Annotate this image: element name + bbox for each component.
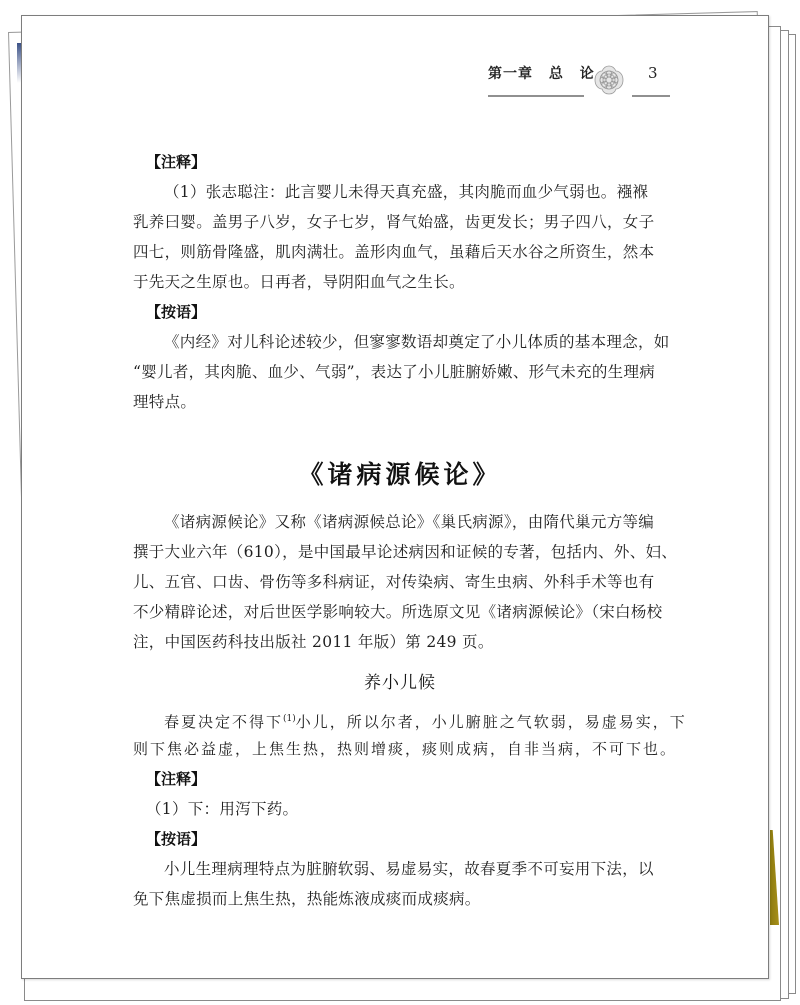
commentary-line: 《内经》对儿科论述较少，但寥寥数语却奠定了小儿体质的基本理念，如 (164, 333, 670, 351)
original-text-part: 春夏决定不得下 (164, 713, 284, 731)
original-line: 则下焦必益虚，上焦生热，热则增痰，痰则成病，自非当病，不可下也。 (133, 740, 678, 758)
commentary-line: 免下焦虚损而上焦生热，热能炼液成痰而成痰病。 (133, 890, 481, 908)
notes-line: （1）下：用泻下药。 (146, 800, 299, 818)
original-text (133, 704, 723, 764)
notes-line: （1）张志聪注：此言婴儿未得天真充盛，其肉脆而血少气弱也。襁褓 (164, 183, 649, 201)
section-2-notes (133, 764, 723, 914)
running-header (0, 0, 800, 100)
chapter-title: 第一章 总 论 (488, 66, 595, 82)
page-number: 3 (648, 64, 658, 82)
commentary-line: 小儿生理病理特点为脏腑软弱、易虚易实，故春夏季不可妄用下法，以 (164, 860, 654, 878)
book-title: 《诸病源候论》 (298, 460, 502, 489)
intro-line: 注，中国医药科技出版社 2011 年版）第 249 页。 (133, 633, 494, 651)
intro-line: 儿、五官、口齿、骨伤等多科病证，对传染病、寄生虫病、外科手术等也有 (133, 573, 655, 591)
header-rule-left (488, 95, 584, 97)
intro-line: 《诸病源候论》又称《诸病源候总论》《巢氏病源》，由隋代巢元方等编 (164, 513, 655, 531)
notes-heading: 【注释】 (146, 153, 207, 171)
intro-line: 不少精辟论述，对后世医学影响较大。所选原文见《诸病源候论》（宋白杨校 (133, 603, 663, 621)
commentary-heading: 【按语】 (146, 303, 207, 321)
original-line (133, 704, 723, 734)
notes-line: 四七，则筋骨隆盛，肌肉满壮。盖形肉血气，虽藉后天水谷之所资生，然本 (133, 243, 655, 261)
footnote-marker: (1) (283, 714, 296, 724)
intro-line: 撰于大业六年（610），是中国最早论述病因和证候的专著，包括内、外、妇、 (133, 543, 678, 561)
notes-line: 乳养曰婴。盖男子八岁，女子七岁，肾气始盛，齿更发长；男子四八，女子 (133, 213, 655, 231)
original-text-part: 小儿，所以尔者，小儿腑脏之气软弱，易虚易实，下 (295, 713, 687, 731)
header-rule-right (632, 95, 670, 97)
commentary-heading: 【按语】 (146, 830, 207, 848)
notes-line: 于先天之生原也。日再者，导阴阳血气之生长。 (133, 273, 465, 291)
book-intro (133, 507, 723, 657)
commentary-line: 理特点。 (133, 393, 197, 411)
ornamental-medallion-icon (594, 65, 624, 95)
section-1 (133, 147, 723, 417)
notes-heading: 【注释】 (146, 770, 207, 788)
commentary-line: “婴儿者，其肉脆、血少、气弱”，表达了小儿脏腑娇嫩、形气未充的生理病 (133, 363, 656, 381)
section-title: 养小儿候 (364, 673, 436, 693)
